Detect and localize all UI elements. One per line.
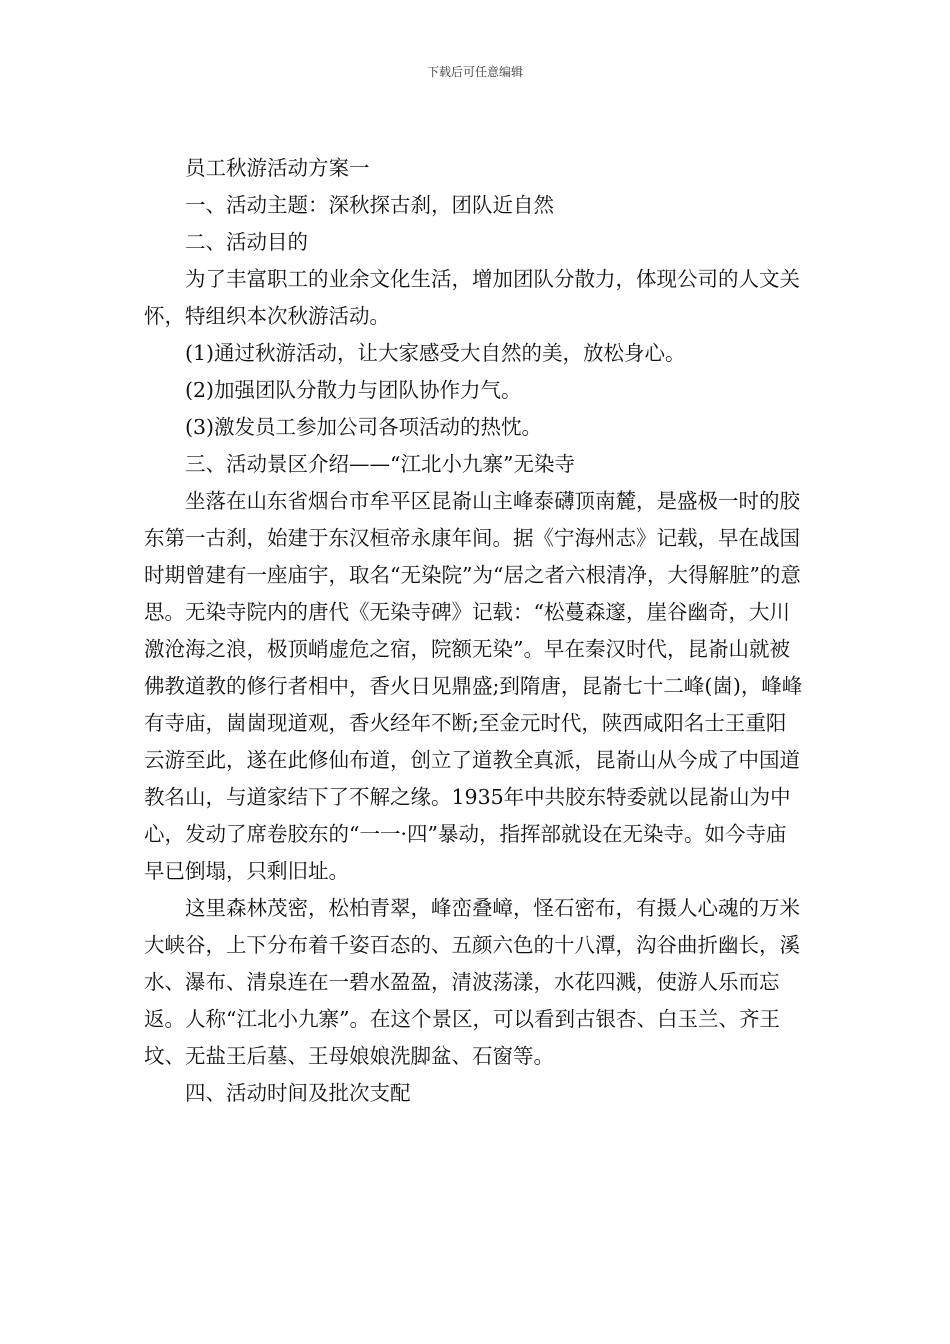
purpose-item: (1)通过秋游活动，让大家感受大自然的美，放松身心。 [185, 341, 686, 365]
document-body [144, 150, 806, 1112]
page-header: 下载后可任意编辑 [426, 65, 523, 79]
document-title: 员工秋游活动方案一 [185, 156, 370, 180]
paragraph-purpose-intro: 为了丰富职工的业余文化生活，增加团队分散力，体现公司的人文关怀，特组织本次秋游活动。 [144, 267, 800, 328]
section-heading-purpose: 二、活动目的 [185, 230, 308, 254]
paragraph-scenery: 这里森林茂密，松柏青翠，峰峦叠嶂，怪石密布，有摄人心魂的万米大峡谷，上下分布着千姿百态的、五颜六色的十八潭，沟谷曲折幽长，溪水、瀑布、清泉连在一碧水盈盈，清波荡漾，水花四溅，使游人乐而忘返。人称“江北小九寨”。在这个景区，可以看到古银杏、白玉兰、齐王坟、无盐王后墓、王母娘娘洗脚盆、石窗等。 [144, 896, 800, 1068]
section-heading-schedule: 四、活动时间及批次支配 [185, 1081, 411, 1105]
purpose-item: (3)激发员工参加公司各项活动的热忱。 [185, 415, 543, 439]
purpose-item: (2)加强团队分散力与团队协作力气。 [185, 378, 522, 402]
paragraph-location: 坐落在山东省烟台市牟平区昆嵛山主峰泰礴顶南麓，是盛极一时的胶东第一古刹，始建于东汉桓帝永康年间。据《宁海州志》记载，早在战国时期曾建有一座庙宇，取名“无染院”为“居之者六根清净，大得解脏”的意思。无染寺院内的唐代《无染寺碑》记载：“松蔓森邃，崖谷幽奇，大川激沧海之浪，极顶峭虚危之宿，院额无染”。早在秦汉时代，昆嵛山就被佛教道教的修行者相中，香火日见鼎盛;到隋唐，昆嵛七十二峰(崮)，峰峰有寺庙，崮崮现道观，香火经年不断;至金元时代，陕西咸阳名士王重阳云游至此，遂在此修仙布道，创立了道教全真派，昆嵛山从今成了中国道教名山，与道家结下了不解之缘。1935年中共胶东特委就以昆嵛山为中心，发动了席卷胶东的“一一·四”暴动，指挥部就设在无染寺。如今寺庙早已倒塌，只剩旧址。 [144, 489, 803, 883]
section-heading-theme: 一、活动主题：深秋探古刹，团队近自然 [185, 193, 554, 217]
section-heading-scenic-area: 三、活动景区介绍——“江北小九寨”无染寺 [185, 452, 575, 476]
